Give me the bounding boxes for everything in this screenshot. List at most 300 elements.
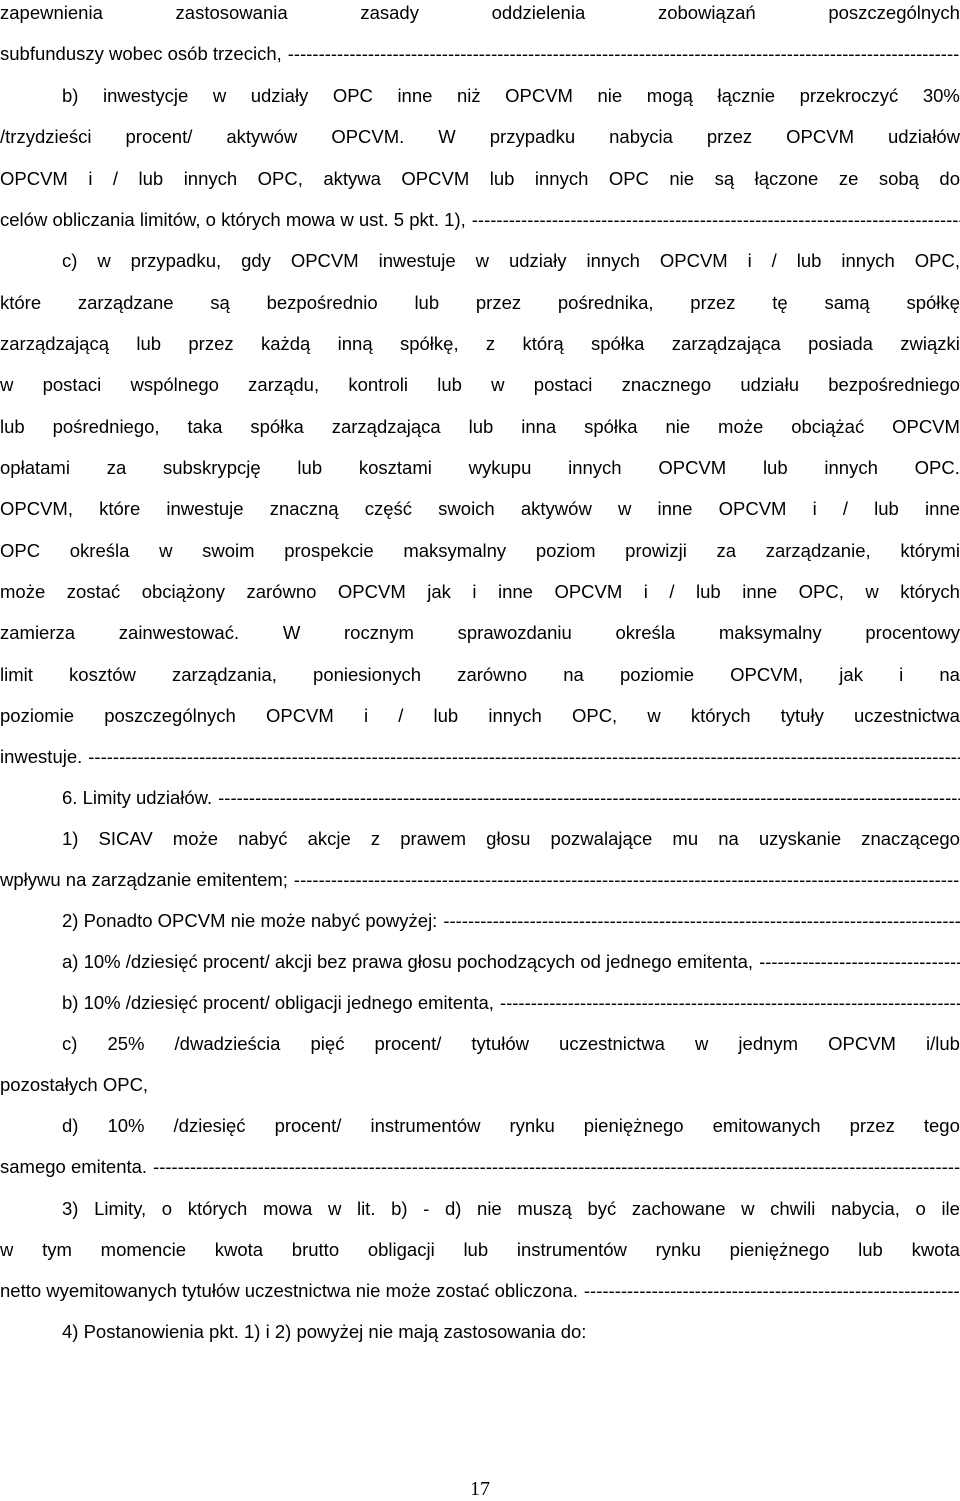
word: OPC, xyxy=(257,168,303,189)
line-text: 2) Ponadto OPCVM nie może nabyć powyżej: xyxy=(62,910,438,931)
word: w xyxy=(0,1239,14,1260)
word: 3) xyxy=(62,1198,79,1219)
word: oddzielenia xyxy=(491,2,586,23)
word: w xyxy=(617,498,632,519)
word: i xyxy=(899,664,904,685)
word: OPCVM xyxy=(401,168,470,189)
word: udziałów xyxy=(887,126,960,147)
word: kwota xyxy=(214,1239,264,1260)
line-text: netto wyemitowanych tytułów uczestnictwa nie może zostać obliczona. xyxy=(0,1280,578,1301)
word: prowizji xyxy=(625,540,687,561)
line-text: 4) Postanowienia pkt. 1) i 2) powyżej nie mają zastosowania do: xyxy=(62,1321,587,1342)
word: OPCVM xyxy=(337,581,406,602)
word: OPCVM xyxy=(0,168,68,189)
word: przekroczyć xyxy=(799,85,899,106)
word: lub xyxy=(696,581,721,602)
word: i xyxy=(472,581,477,602)
word: maksymalny xyxy=(718,622,822,643)
word: zainwestować. xyxy=(118,622,240,643)
word: przez xyxy=(475,292,522,313)
word: nabyć xyxy=(238,828,288,849)
word: zastosowania xyxy=(175,2,288,23)
word: nabycia xyxy=(609,126,673,147)
text-line xyxy=(62,990,960,1016)
word: inwestuje xyxy=(166,498,244,519)
word: prawem xyxy=(400,828,467,849)
word: w xyxy=(0,374,14,395)
word: lub xyxy=(489,168,515,189)
word: / xyxy=(842,498,848,519)
word: b) xyxy=(62,85,79,106)
word: procentowy xyxy=(865,622,960,643)
word: i xyxy=(88,168,93,189)
word: przez xyxy=(706,126,753,147)
word: głosu xyxy=(486,828,531,849)
word: spółka xyxy=(584,416,638,437)
line-text: celów obliczania limitów, o których mowa w ust. 5 pkt. 1), xyxy=(0,209,466,230)
word: udziału xyxy=(740,374,799,395)
word: inne xyxy=(657,498,693,519)
word: sobą xyxy=(878,168,919,189)
word: Limity, xyxy=(94,1198,147,1219)
text-line xyxy=(0,538,960,564)
word: spółkę, xyxy=(399,333,459,354)
text-line xyxy=(0,41,960,67)
word: lub xyxy=(437,374,462,395)
word: na xyxy=(939,664,960,685)
line-text: 6. Limity udziałów. xyxy=(62,787,213,808)
word: lub xyxy=(136,333,162,354)
text-line xyxy=(0,166,960,192)
word: maksymalny xyxy=(403,540,507,561)
word: / xyxy=(112,168,119,189)
word: instrumentów xyxy=(516,1239,627,1260)
text-line xyxy=(0,1278,960,1304)
word: łączone xyxy=(754,168,819,189)
word: są xyxy=(714,168,735,189)
word: w xyxy=(695,1033,709,1054)
word: nie xyxy=(669,168,695,189)
word: innych xyxy=(568,457,622,478)
word: lub xyxy=(796,250,822,271)
word: innych xyxy=(183,168,238,189)
word: gdy xyxy=(241,250,271,271)
word: które xyxy=(0,292,42,313)
word: zarządu, xyxy=(248,374,320,395)
word: jednym xyxy=(738,1033,799,1054)
word: swoich xyxy=(438,498,495,519)
dash-filler xyxy=(218,785,960,811)
word: swoim xyxy=(202,540,255,561)
dash-filler xyxy=(500,990,960,1016)
word: mu xyxy=(672,828,699,849)
word: lub xyxy=(297,457,323,478)
text-line xyxy=(0,1154,960,1180)
word: aktywa xyxy=(323,168,381,189)
text-line xyxy=(0,496,960,522)
word: spółka xyxy=(590,333,645,354)
word: OPC. xyxy=(914,457,960,478)
word: bezpośredniego xyxy=(828,374,960,395)
word: inwestycje xyxy=(102,85,189,106)
word: 30% xyxy=(922,85,960,106)
word: na xyxy=(718,828,739,849)
text-line xyxy=(0,0,960,26)
text-line xyxy=(62,826,960,852)
dash-filler xyxy=(759,949,960,975)
word: innych xyxy=(586,250,640,271)
word: pozwalające xyxy=(550,828,653,849)
word: jak xyxy=(839,664,863,685)
word: które xyxy=(99,498,141,519)
word: może xyxy=(172,828,219,849)
word: tę xyxy=(772,292,788,313)
word: zarówno xyxy=(457,664,528,685)
word: udziały xyxy=(250,85,309,106)
word: pieniężnego xyxy=(583,1115,684,1136)
word: aktywów xyxy=(520,498,592,519)
word: zarówno xyxy=(246,581,317,602)
word: OPCVM xyxy=(718,498,787,519)
word: OPCVM xyxy=(290,250,359,271)
word: łącznie xyxy=(717,85,776,106)
word: ze xyxy=(838,168,859,189)
word: przez xyxy=(690,292,736,313)
text-line xyxy=(0,703,960,729)
word: uczestnictwa xyxy=(853,705,960,726)
word: inne xyxy=(924,498,960,519)
word: z xyxy=(485,333,496,354)
word: za xyxy=(716,540,737,561)
word: mogą xyxy=(646,85,693,106)
word: taka xyxy=(187,416,223,437)
word: SICAV xyxy=(98,828,153,849)
word: nie xyxy=(665,416,691,437)
word: lub xyxy=(414,292,440,313)
word: /dziesięć xyxy=(173,1115,246,1136)
word: / xyxy=(669,581,675,602)
word: związki xyxy=(900,333,960,354)
word: udziały xyxy=(508,250,567,271)
dash-filler xyxy=(472,207,960,233)
text-line xyxy=(62,248,960,274)
word: w xyxy=(491,374,505,395)
text-line xyxy=(0,744,960,770)
text-line xyxy=(0,207,960,233)
word: kontroli xyxy=(348,374,408,395)
word: lub xyxy=(0,416,25,437)
word: pieniężnego xyxy=(729,1239,830,1260)
word: OPC, xyxy=(798,581,844,602)
word: lub xyxy=(433,705,459,726)
word: o xyxy=(915,1198,926,1219)
word: i xyxy=(643,581,648,602)
word: b) xyxy=(391,1198,408,1219)
word: nabycia, xyxy=(830,1198,900,1219)
word: OPCVM. xyxy=(331,126,405,147)
word: lit. xyxy=(356,1198,376,1219)
word: obciążony xyxy=(141,581,225,602)
word: OPC xyxy=(608,168,649,189)
word: kosztami xyxy=(358,457,432,478)
word: spółkę xyxy=(906,292,960,313)
word: uzyskanie xyxy=(758,828,842,849)
word: inną xyxy=(337,333,373,354)
word: subskrypcję xyxy=(162,457,261,478)
word: w xyxy=(212,85,227,106)
word: c) xyxy=(62,250,78,271)
word: zobowiązań xyxy=(657,2,756,23)
word: znaczną xyxy=(269,498,339,519)
text-line xyxy=(62,949,960,975)
word: OPC, xyxy=(571,705,618,726)
word: akcje xyxy=(307,828,351,849)
word: określa xyxy=(69,540,130,561)
text-line xyxy=(62,1196,960,1222)
word: na xyxy=(563,664,584,685)
word: momencie xyxy=(100,1239,186,1260)
word: obciążać xyxy=(791,416,865,437)
text-line xyxy=(0,124,960,150)
word: nie xyxy=(477,1198,502,1219)
word: OPCVM xyxy=(786,126,854,147)
word: zarządzanie, xyxy=(765,540,871,561)
word: aktywów xyxy=(226,126,298,147)
word: których xyxy=(187,1198,248,1219)
text-line xyxy=(0,579,960,605)
word: / xyxy=(771,250,777,271)
word: tym xyxy=(42,1239,72,1260)
word: lub xyxy=(858,1239,883,1260)
word: zarządzane xyxy=(77,292,174,313)
word: określa xyxy=(615,622,676,643)
word: OPC xyxy=(0,540,41,561)
word: d) xyxy=(444,1198,462,1219)
word: lub xyxy=(874,498,899,519)
word: opłatami xyxy=(0,457,70,478)
word: kwota xyxy=(911,1239,960,1260)
word: tytułów xyxy=(471,1033,529,1054)
word: inne xyxy=(497,581,533,602)
word: tytuły xyxy=(780,705,824,726)
word: każdą xyxy=(260,333,311,354)
text-line xyxy=(62,1031,960,1057)
word: emitowanych xyxy=(712,1115,821,1136)
word: zamierza xyxy=(0,622,76,643)
dash-filler xyxy=(584,1278,960,1304)
word: innych xyxy=(488,705,542,726)
word: poziomie xyxy=(619,664,695,685)
word: OPCVM xyxy=(828,1033,896,1054)
page-number: 17 xyxy=(470,1478,490,1500)
word: wspólnego xyxy=(130,374,219,395)
word: w xyxy=(475,250,490,271)
word: procent/ xyxy=(274,1115,342,1136)
word: rynku xyxy=(655,1239,701,1260)
word: może xyxy=(0,581,46,602)
word: zarządzająca xyxy=(331,416,441,437)
text-line xyxy=(0,1237,960,1263)
word: 10% xyxy=(107,1115,145,1136)
word: innych xyxy=(824,457,878,478)
word: OPCVM, xyxy=(0,498,73,519)
word: zachowane xyxy=(631,1198,726,1219)
word: w xyxy=(741,1198,755,1219)
line-text: a) 10% /dziesięć procent/ akcji bez prawa głosu pochodzących od jednego emitenta, xyxy=(62,951,754,972)
line-text: wpływu na zarządzanie emitentem; xyxy=(0,869,288,890)
word: W xyxy=(282,622,301,643)
word: którą xyxy=(522,333,564,354)
word: część xyxy=(364,498,413,519)
word: są xyxy=(210,292,230,313)
text-line xyxy=(62,1319,960,1345)
word: d) xyxy=(62,1115,79,1136)
word: rocznym xyxy=(344,622,414,643)
word: OPCVM xyxy=(265,705,334,726)
word: zostać xyxy=(66,581,121,602)
word: brutto xyxy=(291,1239,340,1260)
text-line xyxy=(0,414,960,440)
word: i/lub xyxy=(926,1033,960,1054)
word: inna xyxy=(521,416,557,437)
line-text: pozostałych OPC, xyxy=(0,1074,149,1095)
text-line xyxy=(0,331,960,357)
word: procent/ xyxy=(125,126,193,147)
word: poniesionych xyxy=(313,664,422,685)
word: uczestnictwa xyxy=(559,1033,665,1054)
word: i xyxy=(747,250,752,271)
word: których xyxy=(900,581,960,602)
line-text: samego emitenta. xyxy=(0,1156,148,1177)
word: w xyxy=(159,540,173,561)
word: znaczącego xyxy=(861,828,960,849)
word: jak xyxy=(427,581,451,602)
word: / xyxy=(398,705,404,726)
word: 25% xyxy=(107,1033,145,1054)
word: przypadku, xyxy=(130,250,222,271)
word: - xyxy=(423,1198,430,1219)
text-line xyxy=(0,620,960,646)
word: sprawozdaniu xyxy=(457,622,572,643)
word: przypadku xyxy=(489,126,576,147)
word: zarządzająca xyxy=(671,333,781,354)
word: postaci xyxy=(533,374,593,395)
word: poziomie xyxy=(0,705,75,726)
word: mowa xyxy=(262,1198,313,1219)
word: którymi xyxy=(900,540,960,561)
word: OPCVM xyxy=(658,457,727,478)
word: może xyxy=(718,416,764,437)
word: z xyxy=(370,828,381,849)
word: prospekcie xyxy=(284,540,374,561)
word: lub xyxy=(762,457,788,478)
word: kosztów xyxy=(69,664,136,685)
word: przez xyxy=(188,333,234,354)
word: muszą xyxy=(517,1198,572,1219)
text-line xyxy=(0,455,960,481)
word: do xyxy=(939,168,960,189)
word: i xyxy=(363,705,369,726)
word: których xyxy=(690,705,751,726)
word: W xyxy=(438,126,456,147)
word: 1) xyxy=(62,828,79,849)
word: zapewnienia xyxy=(0,2,103,23)
dash-filler xyxy=(88,744,960,770)
text-line xyxy=(62,83,960,109)
word: pośredniego, xyxy=(52,416,160,437)
word: być xyxy=(587,1198,617,1219)
dash-filler xyxy=(443,908,960,934)
text-line xyxy=(0,1072,960,1098)
line-text: inwestuje. xyxy=(0,746,83,767)
word: pięć xyxy=(310,1033,345,1054)
word: OPC xyxy=(332,85,373,106)
word: rynku xyxy=(509,1115,555,1136)
word: posiada xyxy=(808,333,873,354)
word: c) xyxy=(62,1033,78,1054)
word: limit xyxy=(0,664,33,685)
text-line xyxy=(0,290,960,316)
line-text: subfunduszy wobec osób trzecich, xyxy=(0,43,282,64)
word: OPCVM xyxy=(659,250,728,271)
word: i xyxy=(812,498,817,519)
word: OPCVM xyxy=(505,85,573,106)
line-text: b) 10% /dziesięć procent/ obligacji jednego emitenta, xyxy=(62,992,494,1013)
word: inne xyxy=(397,85,433,106)
word: inwestuje xyxy=(378,250,456,271)
word: w xyxy=(647,705,661,726)
dash-filler xyxy=(294,867,960,893)
word: pośrednika, xyxy=(557,292,654,313)
word: za xyxy=(106,457,127,478)
text-line xyxy=(0,662,960,688)
word: instrumentów xyxy=(370,1115,481,1136)
word: chwili xyxy=(770,1198,816,1219)
word: /trzydzieści xyxy=(0,126,92,147)
word: poszczególnych xyxy=(828,2,960,23)
word: w xyxy=(97,250,111,271)
word: zarządzania, xyxy=(172,664,277,685)
word: zasady xyxy=(360,2,419,23)
word: poszczególnych xyxy=(104,705,236,726)
word: znacznego xyxy=(621,374,712,395)
word: zarządzającą xyxy=(0,333,110,354)
word: lub xyxy=(468,416,494,437)
word: niż xyxy=(456,85,481,106)
text-line xyxy=(0,372,960,398)
text-line xyxy=(0,867,960,893)
word: ile xyxy=(941,1198,960,1219)
dash-filler xyxy=(153,1154,960,1180)
word: wykupu xyxy=(468,457,532,478)
dash-filler xyxy=(288,41,960,67)
word: w xyxy=(327,1198,342,1219)
text-line xyxy=(62,785,960,811)
word: OPCVM, xyxy=(730,664,804,685)
word: spółka xyxy=(250,416,304,437)
word: OPC, xyxy=(914,250,960,271)
word: procent/ xyxy=(374,1033,442,1054)
word: samą xyxy=(824,292,870,313)
word: postaci xyxy=(42,374,102,395)
word: lub xyxy=(138,168,164,189)
word: obligacji xyxy=(367,1239,435,1260)
word: przez xyxy=(849,1115,895,1136)
word: OPCVM xyxy=(892,416,960,437)
word: poziom xyxy=(535,540,596,561)
word: bezpośrednio xyxy=(266,292,378,313)
word: nie xyxy=(597,85,623,106)
